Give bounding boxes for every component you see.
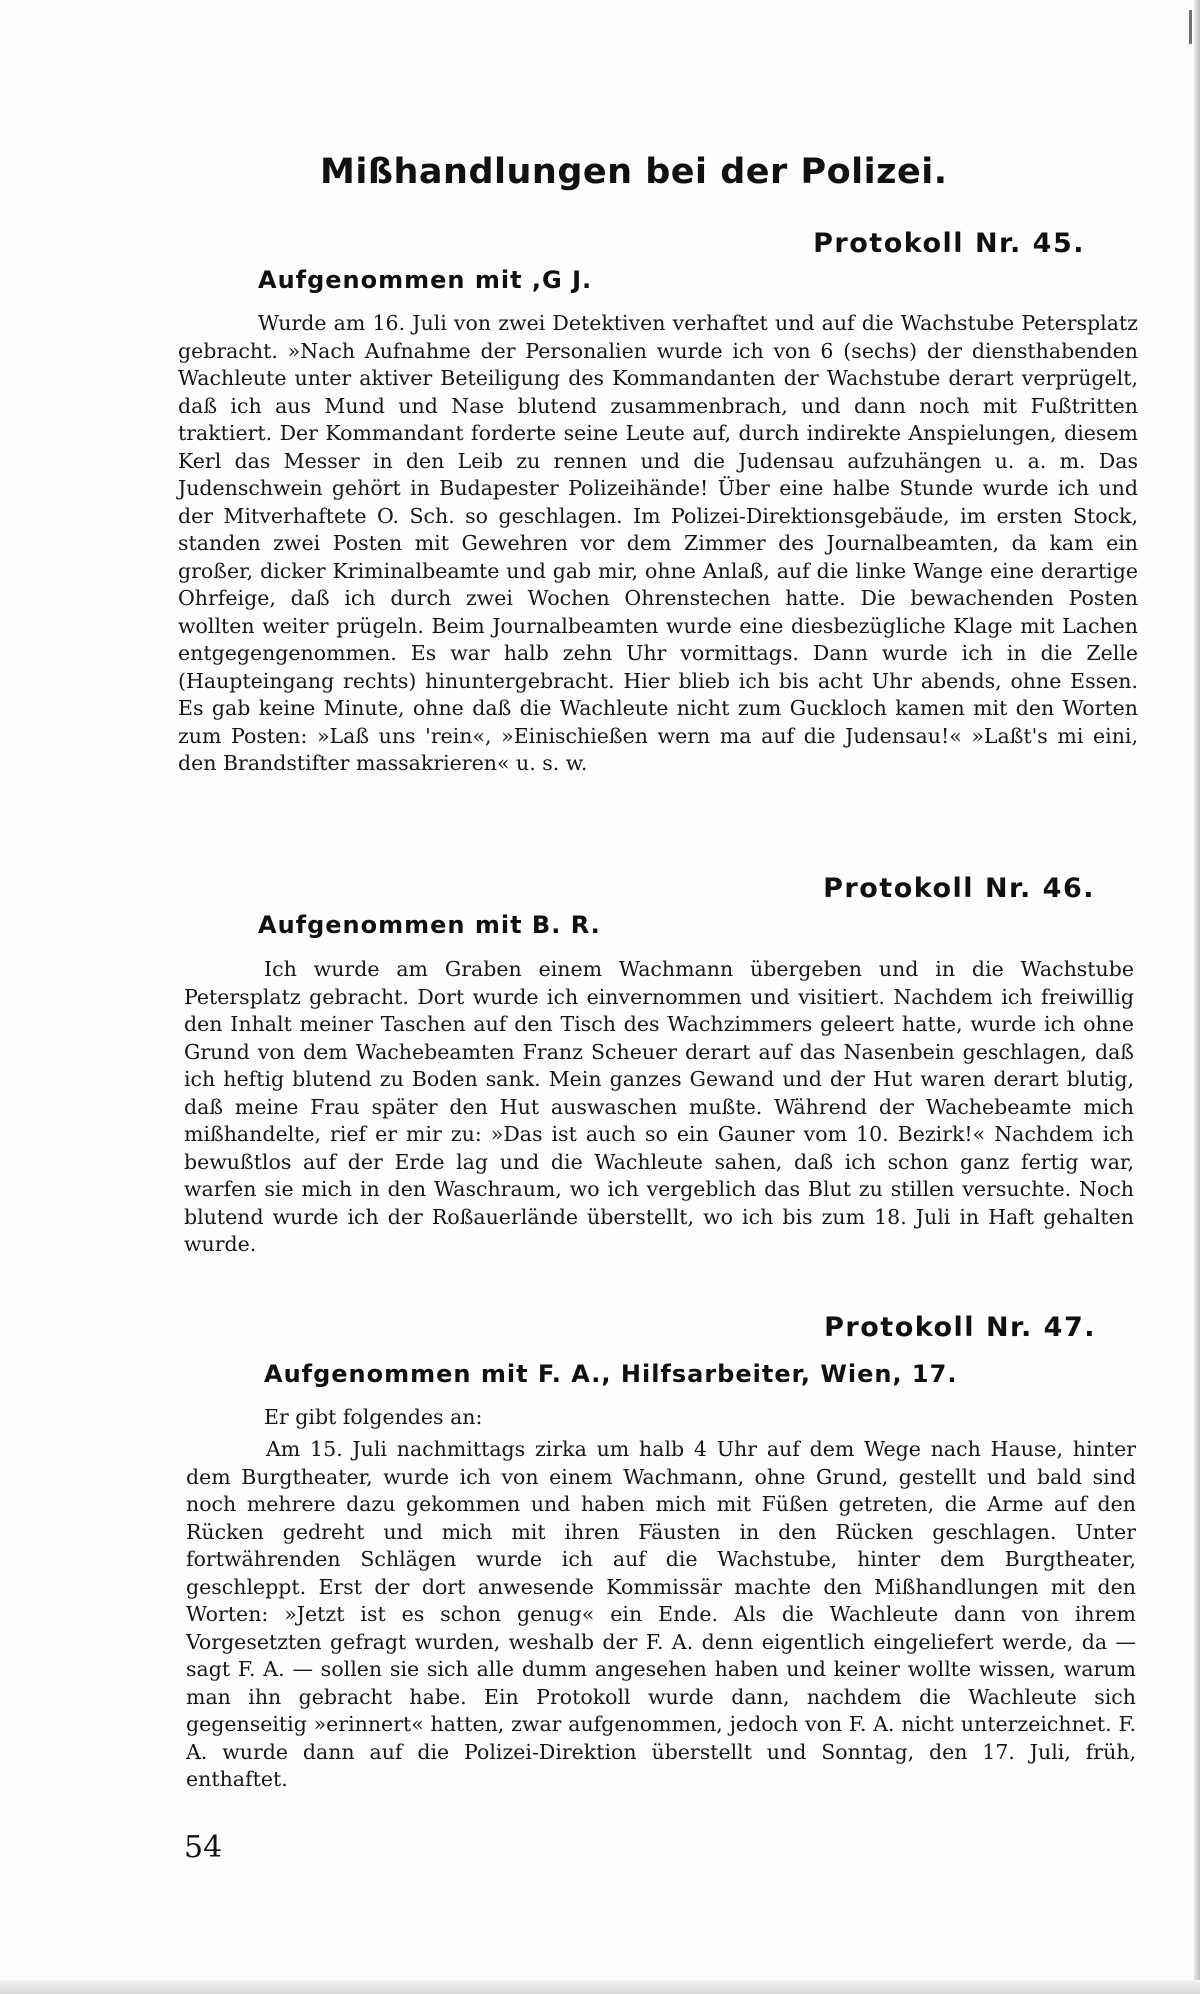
protocol-45-paragraph: Wurde am 16. Juli von zwei Detektiven verhaftet und auf die Wachstube Petersplatz gebracht. »Nach Aufnahme der Personalien wurde ich von 6 (sechs) der diensthabenden Wachleute unter aktiver Beteiligung des Kommandanten der Wachstube derart verprügelt, daß ich aus Mund und Nase blutend zusammenbrach, und dann noch mit Fußtritten traktiert. Der Kommandant forderte seine Leute auf, durch indirekte Anspielungen, diesem Kerl das Messer in den Leib zu rennen und die Judensau aufzuhängen u. a. m. Das Judenschwein gehört in Budapester Polizeihände! Über eine halbe Stunde wurde ich und der Mitverhaftete O. Sch. so geschlagen. Im Polizei-Direktionsgebäude, im ersten Stock, standen zwei Posten mit Gewehren vor dem Zimmer des Journalbeamten, da kam ein großer, dicker Kriminalbeamte und gab mir, ohne Anlaß, auf die linke Wange eine derartige Ohrfeige, daß ich durch zwei Wochen Ohrenstechen hatte. Die bewachenden Posten wollten weiter prügeln. Beim Journalbeamten wurde eine diesbezügliche Klage mit Lachen entgegengenommen. Es war halb zehn Uhr vormittags. Dann wurde ich in die Zelle (Haupteingang rechts) hinuntergebracht. Hier blieb ich bis acht Uhr abends, ohne Essen. Es gab keine Minute, ohne daß die Wachleute nicht zum Guckloch kamen mit den Worten zum Posten: »Laß uns 'rein«, »Einischießen wern ma auf die Judensau!« »Laßt's mi eini, den Brandstifter massakrieren« u. s. w. — [178, 311, 1138, 775]
page-number: 54 — [184, 1830, 223, 1865]
protocol-46-body — [184, 956, 1134, 1259]
protocol-47-body — [186, 1436, 1136, 1794]
protocol-47-paragraph: Am 15. Juli nachmittags zirka um halb 4 Uhr auf dem Wege nach Hause, hinter dem Burgtheater, wurde ich von einem Wachmann, ohne Grund, gestellt und bald sind noch mehrere dazu gekommen und haben mich mit Füßen getreten, die Arme auf den Rücken gedreht und mich mit ihren Fäusten in den Rücken geschlagen. Unter fortwährenden Schlägen wurde ich auf die Wachstube, hinter dem Burgtheater, geschleppt. Erst der dort anwesende Kommissär machte den Mißhandlungen mit den Worten: »Jetzt ist es schon genug« ein Ende. Als die Wachleute dann von ihrem Vorgesetzten gefragt wurden, weshalb der F. A. denn eigentlich eingeliefert werde, da — sagt F. A. — sollen sie sich alle dumm angesehen haben und keiner wollte wissen, warum man ihn gebracht habe. Ein Protokoll wurde dann, nachdem die Wachleute sich gegenseitig »erinnert« hatten, zwar aufgenommen, jedoch von F. A. nicht unterzeichnet. F. A. wurde dann auf die Polizei-Direktion überstellt und Sonntag, den 17. Juli, früh, enthaftet. — [186, 1437, 1136, 1791]
protocol-47-intro: Er gibt folgendes an: — [264, 1405, 483, 1429]
recorded-by-47: Aufgenommen mit F. A., Hilfsarbeiter, Wien, 17. — [264, 1360, 958, 1388]
protocol-heading-47: Protokoll Nr. 47. — [824, 1312, 1096, 1343]
page-edge-shadow — [1194, 0, 1200, 1994]
recorded-by-45: Aufgenommen mit ,G J. — [258, 266, 593, 294]
protocol-45-body — [178, 310, 1138, 778]
protocol-heading-46: Protokoll Nr. 46. — [823, 873, 1095, 904]
page-edge-mark — [1189, 10, 1192, 44]
recorded-by-46: Aufgenommen mit B. R. — [258, 911, 601, 939]
page-title: Mißhandlungen bei der Polizei. — [320, 152, 948, 192]
protocol-heading-45: Protokoll Nr. 45. — [813, 228, 1085, 259]
page-bottom-edge — [0, 1980, 1200, 1994]
protocol-46-paragraph: Ich wurde am Graben einem Wachmann übergeben und in die Wachstube Petersplatz gebracht. Dort wurde ich einvernommen und visitiert. Nachdem ich freiwillig den Inhalt meiner Taschen auf den Tisch des Wachzimmers geleert hatte, wurde ich ohne Grund von dem Wachebeamten Franz Scheuer derart auf das Nasenbein geschlagen, daß ich heftig blutend zu Boden sank. Mein ganzes Gewand und der Hut waren derart blutig, daß meine Frau später den Hut auswaschen mußte. Während der Wachebeamte mich mißhandelte, rief er mir zu: »Das ist auch so ein Gauner vom 10. Bezirk!« Nachdem ich bewußtlos auf der Erde lag und die Wachleute sahen, daß ich schon ganz fertig war, warfen sie mich in den Waschraum, wo ich vergeblich das Blut zu stillen versuchte. Noch blutend wurde ich der Roßauerlände überstellt, wo ich bis zum 18. Juli in Haft gehalten wurde. — [184, 957, 1134, 1256]
